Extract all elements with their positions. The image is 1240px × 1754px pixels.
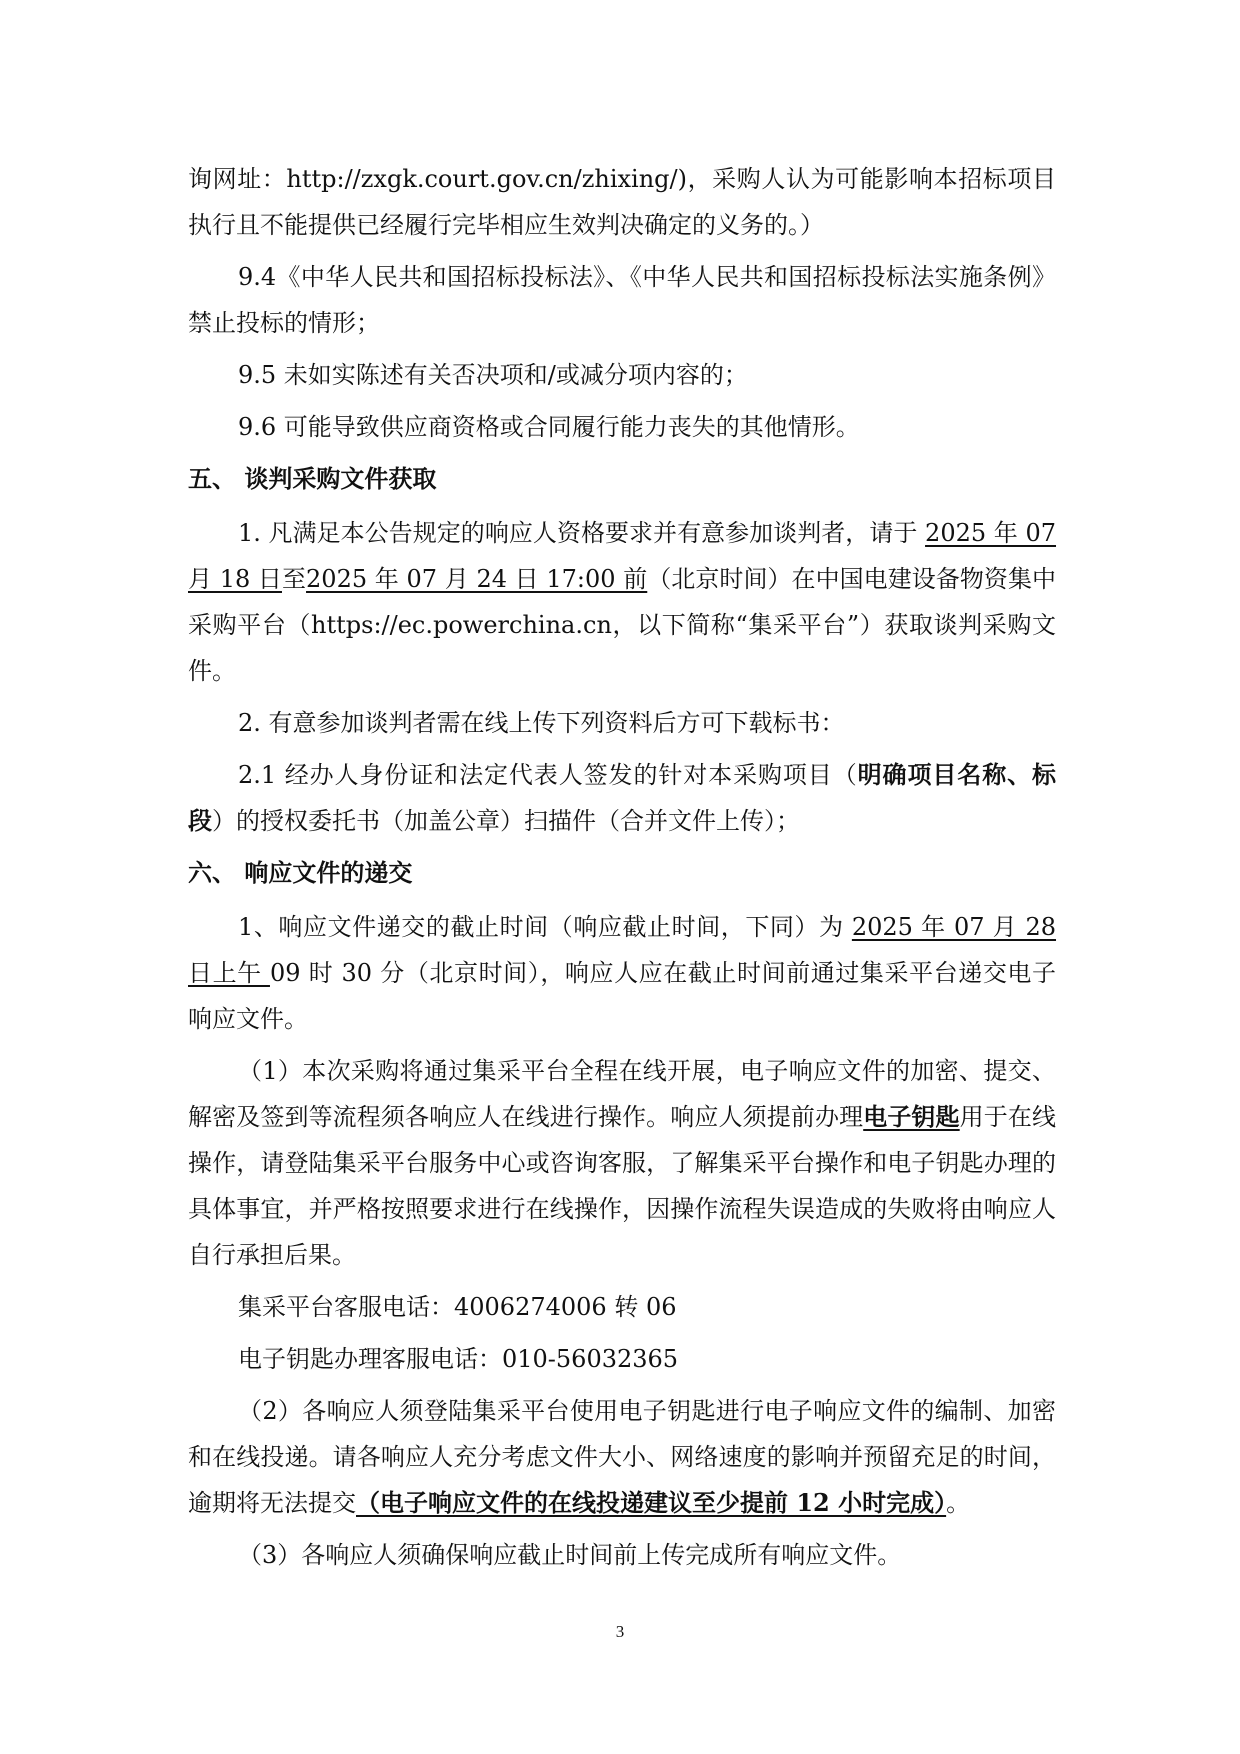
paragraph-court-url: 询网址：http://zxgk.court.gov.cn/zhixing/)，采购人认为可能影响本招标项目执行且不能提供已经履行完毕相应生效判决确定的义务的。） <box>188 165 1056 239</box>
start-date: 2025 年 07 月 18 日 <box>188 519 1057 593</box>
text: 2.1 经办人身份证和法定代表人签发的针对本采购项目（ <box>238 761 858 789</box>
deadline-date: 2025 年 07 月 28 日上午 <box>188 913 1057 987</box>
section-6-sub-3: （3）各响应人须确保响应截止时间前上传完成所有响应文件。 <box>238 1541 902 1569</box>
e-key-service-phone: 电子钥匙办理客服电话：010-56032365 <box>238 1345 679 1373</box>
section-6-item-1 <box>188 904 1056 1042</box>
platform-service-phone: 集采平台客服电话：4006274006 转 06 <box>238 1293 677 1321</box>
paragraph-9-6: 9.6 可能导致供应商资格或合同履行能力丧失的其他情形。 <box>238 413 860 441</box>
bold-underlined-text: （电子响应文件的在线投递建议至少提前 12 小时完成） <box>356 1488 947 1517</box>
text: 用于在线操作，请登陆集采平台服务中心或咨询客服，了解集采平台操作和电子钥匙办理的具体事宜，并严格按照要求进行在线操作，因操作流程失误造成的失败将由响应人自行承担后果。 <box>188 1103 1057 1269</box>
end-date: 2025 年 07 月 24 日 17:00 前 <box>306 565 648 593</box>
section-5-item-2-1 <box>188 752 1056 844</box>
text: （北京时间）在中国电建设备物资集中采购平台（https://ec.powerchina.cn，以下简称“集采平台”）获取谈判采购文件。 <box>188 565 1056 685</box>
text: 至 <box>281 565 307 593</box>
section-6-sub-1 <box>188 1048 1056 1278</box>
section-5-item-2: 2. 有意参加谈判者需在线上传下列资料后方可下载标书： <box>238 709 845 737</box>
text: ）的授权委托书（加盖公章）扫描件（合并文件上传）； <box>212 807 800 835</box>
text: 09 时 30 分（北京时间），响应人应在截止时间前通过集采平台递交电子响应文件。 <box>188 959 1056 1033</box>
section-6-sub-2 <box>188 1388 1056 1526</box>
paragraph-9-5: 9.5 未如实陈述有关否决项和/或减分项内容的； <box>238 361 748 389</box>
text: 1. 凡满足本公告规定的响应人资格要求并有意参加谈判者，请于 <box>238 519 926 547</box>
bold-underlined-text: 电子钥匙 <box>863 1102 960 1131</box>
paragraph-9-4: 9.4《中华人民共和国招标投标法》、《中华人民共和国招标投标法实施条例》禁止投标的情形； <box>188 263 1056 337</box>
text: （2）各响应人须登陆集采平台使用电子钥匙进行电子响应文件的编制、加密和在线投递。请各响应人充分考虑文件大小、网络速度的影响并预留充足的时间，逾期将无法提交 <box>188 1397 1056 1517</box>
page-content <box>188 156 1056 1584</box>
section-5-heading: 五、 谈判采购文件获取 <box>188 465 437 493</box>
text: （1）本次采购将通过集采平台全程在线开展，电子响应文件的加密、提交、解密及签到等流程须各响应人在线进行操作。响应人须提前办理 <box>188 1057 1056 1131</box>
bold-text: 明确项目名称、标段 <box>188 760 1057 835</box>
page-number: 3 <box>615 1622 625 1641</box>
text: 。 <box>946 1489 971 1517</box>
section-6-heading: 六、 响应文件的递交 <box>188 859 413 887</box>
text: 1、响应文件递交的截止时间（响应截止时间，下同）为 <box>238 913 852 941</box>
section-5-item-1 <box>188 510 1056 694</box>
